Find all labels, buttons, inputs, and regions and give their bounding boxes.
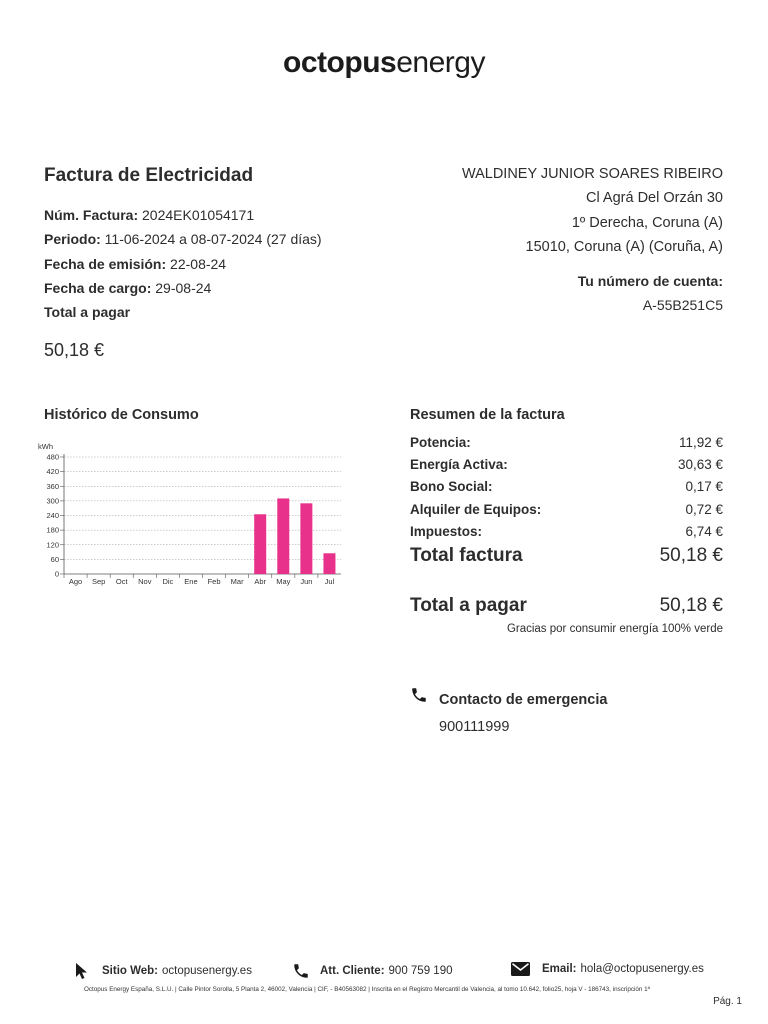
summary-row [410,476,723,498]
emergency-title: Contacto de emergencia [439,692,608,708]
bar [277,498,289,574]
y-tick-label: 480 [46,452,59,462]
green-energy-note: Gracias por consumir energía 100% verde [506,623,723,635]
envelope-icon [511,962,530,976]
y-tick-label: 300 [46,496,59,506]
y-tick-label: 420 [46,467,59,477]
address-line: Cl Agrá Del Orzán 30 [585,190,723,207]
cursor-icon [74,962,90,980]
brand-logo-light: energy [396,46,485,79]
field-value: 29-08-24 [155,279,212,296]
total-label-row [44,300,322,324]
summary-label: Energía Activa: [410,457,508,473]
bar [300,503,312,574]
brand-logo-bold: octopus [283,46,397,79]
y-tick-label: 120 [46,540,59,550]
address-line: 1º Derecha, Coruna (A) [571,214,723,231]
x-tick-label: May [276,577,291,586]
summary-label: Potencia: [410,435,471,450]
email-label: Email: [542,963,577,975]
x-tick-label: Dic [162,577,174,586]
invoice-number-row [44,203,322,227]
x-tick-label: Feb [207,577,221,586]
invoice-meta [44,203,322,363]
customer-address [462,162,723,259]
website-link[interactable]: octopusenergy.es [162,965,252,977]
footer-email [511,962,704,976]
total-amount: 50,18 € [44,340,105,361]
consumption-chart-svg [36,438,346,593]
bar [254,514,266,574]
total-pagar-row [410,595,723,617]
field-value: 2024EK01054171 [142,207,255,223]
x-tick-label: Ago [68,577,83,586]
total-factura-value: 50,18 € [659,545,723,566]
field-label: Fecha de emisión: [44,255,167,272]
summary-row [410,454,723,476]
field-label: Total a pagar [44,304,131,321]
legal-notice: Octopus Energy España, S.L.U. | Calle Pintor Sorolla, 5 Planta 2, 46002, Valencia | CIF, - B40563082 | Inscrita en el Registro Mercantil de Valencia, al tomo 10.642, folio25, hoja V - 186743, inscripción 1ª [84,986,650,993]
x-tick-label: Nov [138,577,152,586]
x-tick-label: Abr [254,577,267,586]
emergency-phone: 900111999 [439,719,510,735]
total-factura-label: Total factura [410,545,523,566]
summary-value: 0,17 € [685,479,723,495]
summary-value: 0,72 € [685,501,723,517]
period-row [44,227,322,251]
customer-name: WALDINEY JUNIOR SOARES RIBEIRO [461,166,723,182]
charge-date-row [44,276,322,300]
summary-label: Alquiler de Equipos: [410,501,542,517]
x-tick-label: Ene [184,577,198,586]
summary-row [410,521,723,543]
email-link[interactable]: hola@octopusenergy.es [580,963,704,975]
customer-service-label: Att. Cliente: [320,965,385,977]
summary-title: Resumen de la factura [410,407,565,423]
summary-row [410,499,723,521]
x-tick-label: Jul [324,577,335,586]
x-tick-label: Sep [91,577,106,586]
y-tick-label: 240 [46,511,59,521]
summary-row [410,432,723,454]
field-value: 22-08-24 [170,255,227,272]
account-block [578,269,723,317]
consumption-chart [36,438,346,593]
summary-value: 6,74 € [685,523,723,539]
page-number: Pág. 1 [713,996,742,1007]
field-label: Núm. Factura: [44,207,139,223]
website-label: Sitio Web: [102,965,159,977]
summary-label: Bono Social: [410,479,493,495]
x-tick-label: Jun [300,577,313,586]
summary-table [410,432,723,543]
phone-icon [292,962,310,980]
y-tick-label: 180 [46,525,59,535]
x-tick-label: Oct [115,577,128,586]
summary-value: 30,63 € [677,457,723,473]
total-pagar-value: 50,18 € [659,595,723,616]
footer-website [74,962,252,980]
total-factura-row [410,545,723,567]
address-line: 15010, Coruna (A) (Coruña, A) [525,238,723,255]
field-value: 11-06-2024 a 08-07-2024 (27 días) [104,231,322,248]
total-pagar-label: Total a pagar [410,595,527,616]
history-title: Histórico de Consumo [44,407,199,423]
issue-date-row [44,252,322,276]
customer-service-phone[interactable]: 900 759 190 [388,965,453,977]
y-axis-unit: kWh [38,442,53,451]
y-tick-label: 0 [54,569,59,579]
account-label: Tu número de cuenta: [577,273,723,289]
field-label: Periodo: [44,231,101,248]
y-tick-label: 360 [46,481,59,491]
brand-logo [0,46,768,80]
y-tick-label: 60 [50,554,59,564]
summary-value: 11,92 € [678,435,723,450]
bar [323,553,335,574]
summary-label: Impuestos: [410,523,483,539]
phone-icon [410,686,428,709]
x-tick-label: Mar [230,577,244,586]
account-number: A-55B251C5 [642,297,723,313]
footer-customer-service [292,962,452,980]
invoice-title: Factura de Electricidad [44,165,254,186]
field-label: Fecha de cargo: [44,279,152,296]
